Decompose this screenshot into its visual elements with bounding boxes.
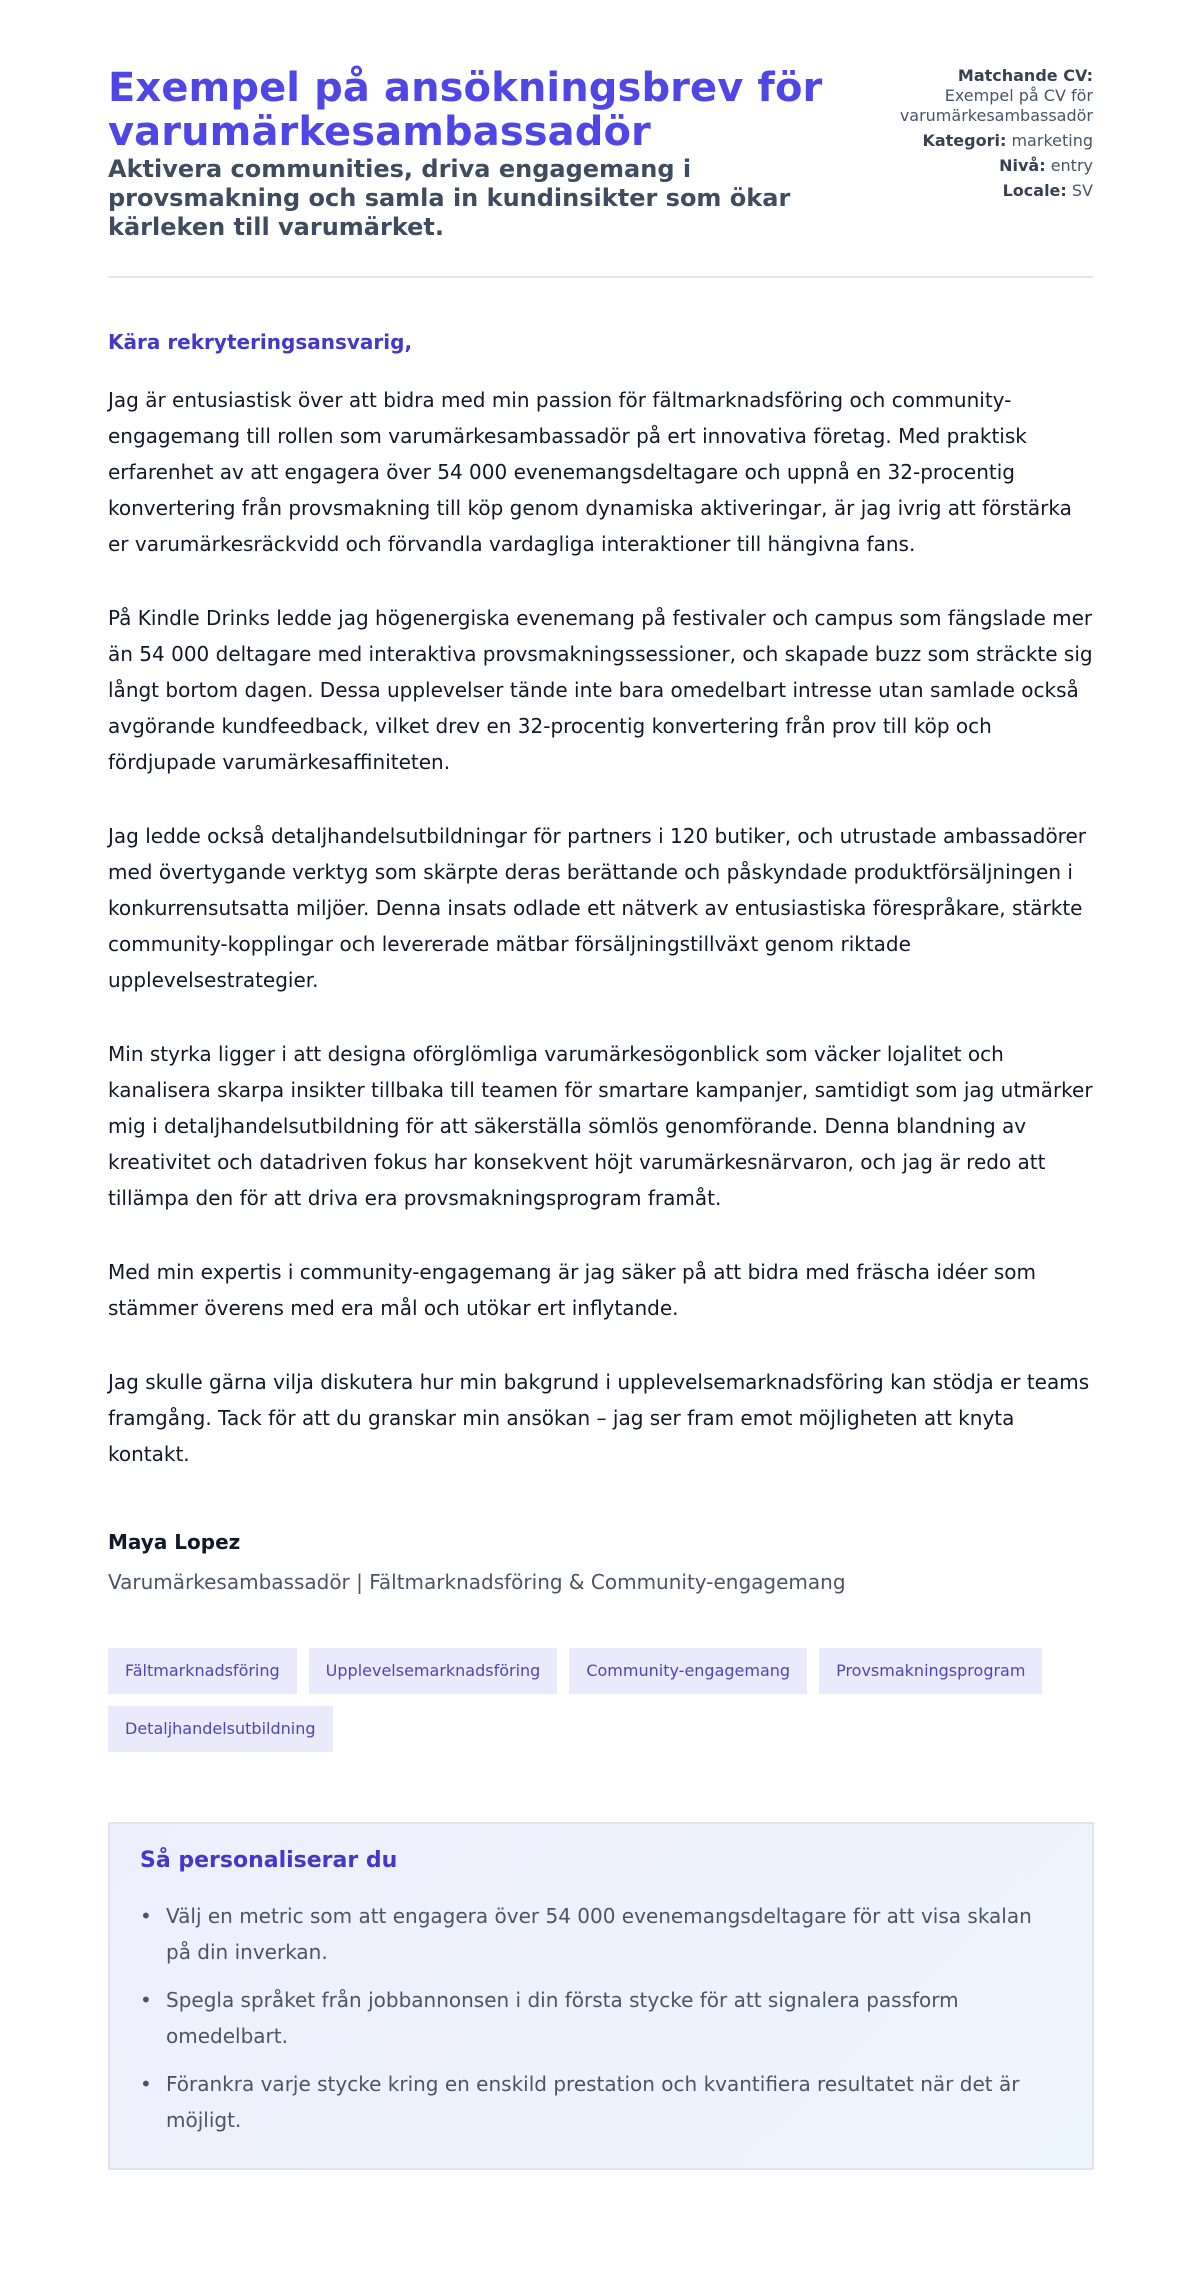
letter-body: [108, 328, 1093, 1596]
skill-tag[interactable]: Detaljhandelsutbildning: [108, 1706, 333, 1752]
meta-level-value: entry: [1050, 156, 1093, 175]
meta-locale: [853, 181, 1093, 201]
page-title: Exempel på ansökningsbrev för varumärkesambassadör: [108, 65, 823, 155]
page-subtitle: Aktivera communities, driva engagemang i provsmakning och samla in kundinsikter som ökar kärleken till varumärket.: [108, 155, 791, 241]
letter-paragraph: På Kindle Drinks ledde jag högenergiska evenemang på festivaler och campus som fängslade mer än 54 000 deltagare med interaktiva provsmakningssessioner, och skapade buzz som sträckte sig långt bortom dagen. Dessa upplevelser tände inte bara omedelbart intresse utan samlade också avgörande kundfeedback, vilket drev en 32-procentig konvertering från prov till köp och fördjupade varumärkesaffiniteten.: [108, 606, 1093, 774]
meta-matching-cv-link[interactable]: Exempel på CV för varumärkesambassadör: [899, 86, 1093, 125]
signature-name: Maya Lopez: [108, 1530, 241, 1554]
letter-paragraph: Jag är entusiastisk över att bidra med min passion för fältmarknadsföring och community-engagemang till rollen som varumärkesambassadör på ert innovativa företag. Med praktisk erfarenhet av att engagera över 54 000 evenemangsdeltagare och uppnå en 32-procentig konvertering från provsmakning till köp genom dynamiska aktiveringar, är jag ivrig att förstärka er varumärkesräckvidd och förvandla vardagliga interaktioner till hängivna fans.: [108, 388, 1072, 556]
letter-paragraph: Jag skulle gärna vilja diskutera hur min bakgrund i upplevelsemarknadsföring kan stödja er teams framgång. Tack för att du granskar min ansökan – jag ser fram emot möjligheten att knyta kontakt.: [108, 1370, 1090, 1466]
bullet-icon: •: [140, 1988, 152, 2012]
tips-item-text: Välj en metric som att engagera över 54 000 evenemangsdeltagare för att visa skalan på din inverkan.: [166, 1904, 1032, 1964]
meta-category-label: Kategori:: [922, 131, 1007, 150]
letter-paragraph: Med min expertis i community-engagemang är jag säker på att bidra med fräscha idéer som stämmer överens med era mål och utökar ert inflytande.: [108, 1260, 1036, 1320]
meta-panel: [853, 66, 1093, 206]
personalization-tips: [108, 1822, 1094, 2170]
skill-tag[interactable]: Provsmakningsprogram: [819, 1648, 1042, 1694]
meta-category: [853, 131, 1093, 151]
letter-paragraph: Jag ledde också detaljhandelsutbildningar för partners i 120 butiker, och utrustade ambassadörer med övertygande verktyg som skärpte deras berättande och påskyndade produktförsäljningen i konkurrensutsatta miljöer. Denna insats odlade ett nätverk av entusiastiska förespråkare, stärkte community-kopplingar och levererade mätbar försäljningstillväxt genom riktade upplevelsestrategier.: [108, 824, 1086, 992]
letter-paragraphs: [108, 382, 1093, 1472]
meta-locale-value: SV: [1071, 181, 1093, 200]
tips-title: Så personaliserar du: [140, 1848, 398, 1873]
page-header: [108, 66, 1093, 278]
meta-matching-cv-label: Matchande CV:: [957, 66, 1093, 85]
bullet-icon: •: [140, 2072, 152, 2096]
bullet-icon: •: [140, 1904, 152, 1928]
meta-category-value: marketing: [1011, 131, 1093, 150]
tips-item: [140, 1982, 1062, 2054]
meta-level-label: Nivå:: [999, 156, 1046, 175]
header-titles: [108, 66, 848, 242]
skill-tag[interactable]: Community-engagemang: [569, 1648, 807, 1694]
tips-item: [140, 2066, 1062, 2138]
tips-list: [140, 1898, 1062, 2138]
tips-item: [140, 1898, 1062, 1970]
tips-item-text: Förankra varje stycke kring en enskild prestation och kvantifiera resultatet när det är möjligt.: [166, 2072, 1020, 2132]
meta-level: [853, 156, 1093, 176]
tips-item-text: Spegla språket från jobbannonsen i din första stycke för att signalera passform omedelbart.: [166, 1988, 959, 2048]
letter-paragraph: Min styrka ligger i att designa oförglömliga varumärkesögonblick som väcker lojalitet och kanalisera skarpa insikter tillbaka till teamen för smartare kampanjer, samtidigt som jag utmärker mig i detaljhandelsutbildning för att säkerställa sömlös genomförande. Denna blandning av kreativitet och datadriven fokus har konsekvent höjt varumärkesnärvaron, och jag är redo att tillämpa den för att driva era provsmakningsprogram framåt.: [108, 1042, 1093, 1210]
meta-locale-label: Locale:: [1002, 181, 1067, 200]
skill-tags: [108, 1648, 1098, 1752]
skill-tag[interactable]: Fältmarknadsföring: [108, 1648, 297, 1694]
signature-block: [108, 1528, 1093, 1596]
skill-tag[interactable]: Upplevelsemarknadsföring: [309, 1648, 558, 1694]
letter-greeting: Kära rekryteringsansvarig,: [108, 330, 413, 354]
meta-matching-cv: [853, 66, 1093, 126]
signature-role: Varumärkesambassadör | Fältmarknadsföring & Community-engagemang: [108, 1570, 846, 1594]
